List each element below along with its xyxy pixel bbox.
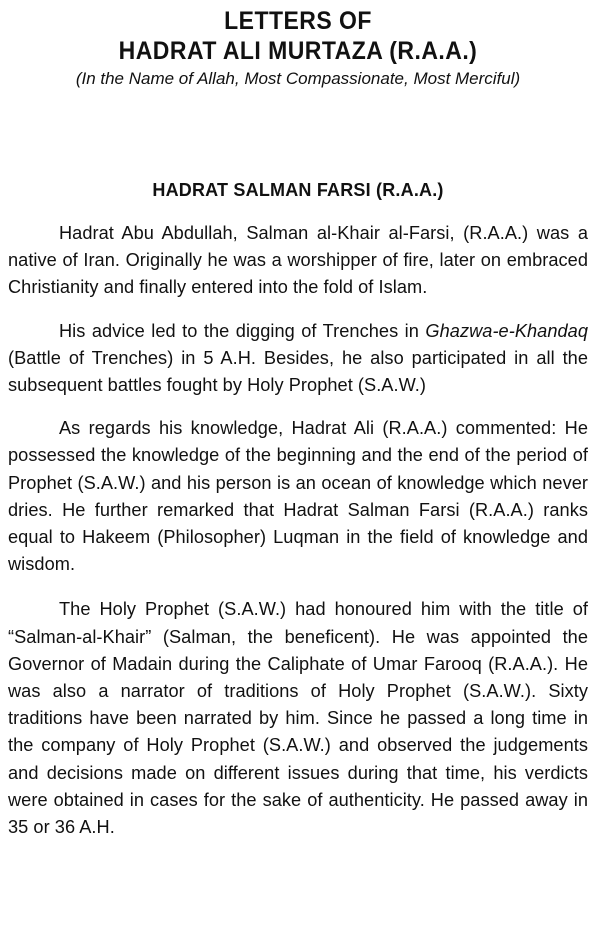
section-heading: HADRAT SALMAN FARSI (R.A.A.) <box>152 180 444 200</box>
paragraph-2-italic-term: Ghazwa-e-Khandaq <box>425 320 588 341</box>
title-line-1: LETTERS OF <box>224 7 372 35</box>
paragraph-2-text-a: His advice led to the digging of Trenches in <box>59 320 426 341</box>
paragraph-2-text-b: (Battle of Trenches) in 5 A.H. Besides, he also participated in all the subsequent battles fought by Holy Prophet (S.A.W.) <box>8 347 588 396</box>
paragraph-4: The Holy Prophet (S.A.W.) had honoured him with the title of “Salman-al-Khair” (Salman, the beneficent). He was appointed the Governor of Madain during the Caliphate of Umar Farooq (R.A.A.). He was also a narrator of traditions of Holy Prophet (S.A.W.). Sixty traditions have been narrated by him. Since he passed a long time in the company of Holy Prophet (S.A.W.) and observed the judgements and decisions made on different issues during that time, his verdicts were obtained in cases for the sake of authenticity. He passed away in 35 or 36 A.H. <box>8 599 588 838</box>
paragraph-1: Hadrat Abu Abdullah, Salman al-Khair al-Farsi, (R.A.A.) was a native of Iran. Originally he was a worshipper of fire, later on embraced Christianity and finally entered into the fold of Islam. <box>8 223 588 298</box>
page-title <box>31 6 565 66</box>
paragraph-3: As regards his knowledge, Hadrat Ali (R.A.A.) commented: He possessed the knowledge of the beginning and the end of the period of Prophet (S.A.W.) and his person is an ocean of knowledge which never dries. He further remarked that Hadrat Salman Farsi (R.A.A.) ranks equal to Hakeem (Philosopher) Luqman in the field of knowledge and wisdom. <box>8 418 588 575</box>
page-subtitle: (In the Name of Allah, Most Compassionate, Most Merciful) <box>75 69 521 88</box>
title-line-2: HADRAT ALI MURTAZA (R.A.A.) <box>118 37 478 65</box>
paragraph-2 <box>8 318 588 400</box>
